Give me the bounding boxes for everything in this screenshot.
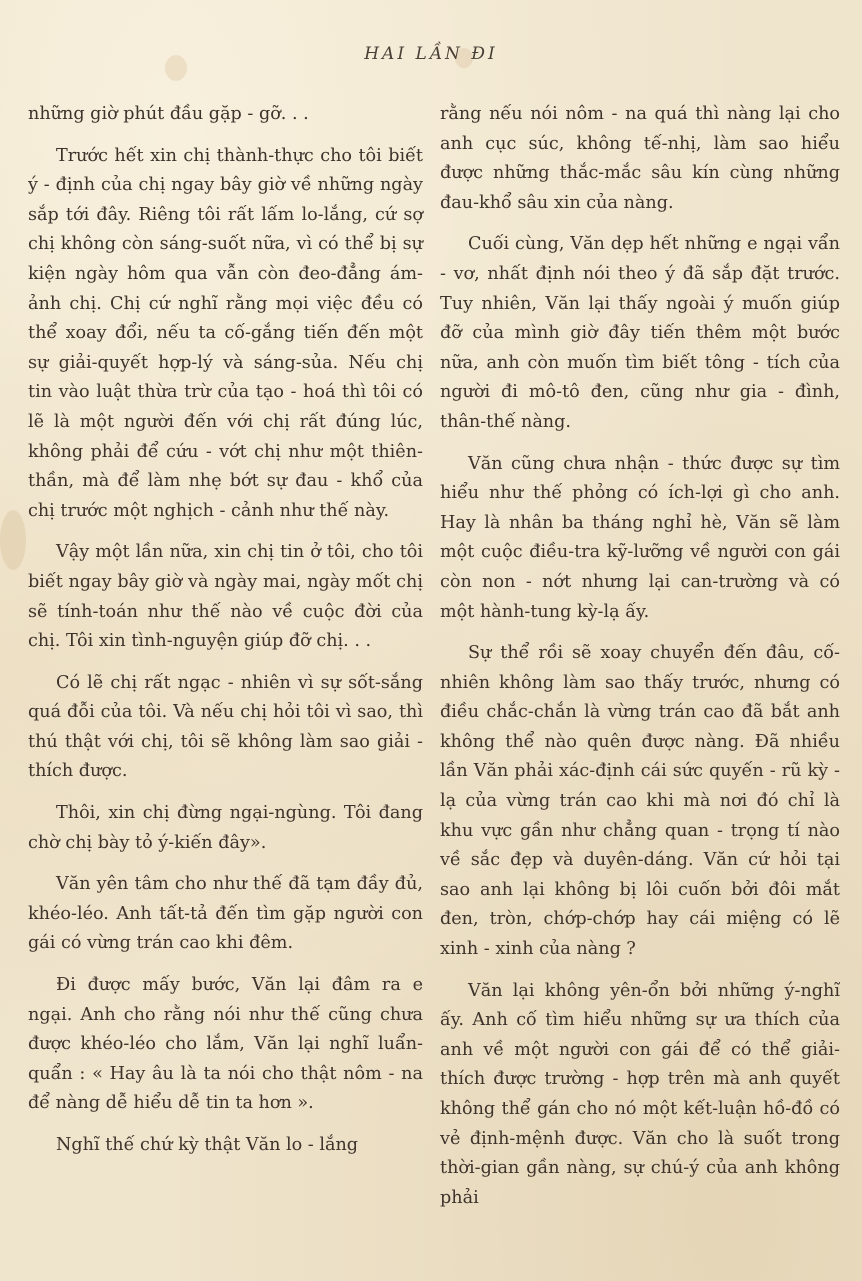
left-text-column xyxy=(28,100,423,1173)
paragraph: những giờ phút đầu gặp - gỡ. . . xyxy=(28,104,309,124)
paragraph: Đi được mấy bước, Văn lại đâm ra e ngại. Anh cho rằng nói như thế cũng chưa được khéo-léo cho lắm, Văn lại nghĩ luẩn-quẩn : « Hay âu là ta nói cho thật nôm - na để nàng dễ hiểu dễ tin ta hơn ». xyxy=(28,975,423,1114)
paragraph: Cuối cùng, Văn dẹp hết những e ngại vẩn - vơ, nhất định nói theo ý đã sắp đặt trước. Tuy nhiên, Văn lại thấy ngoài ý muốn giúp đỡ của mình giờ đây tiến thêm một bước nữa, anh còn muốn tìm biết tông - tích của người đi mô-tô đen, cũng như gia - đình, thân-thế nàng. xyxy=(440,234,840,432)
paragraph: Vậy một lần nữa, xin chị tin ở tôi, cho tôi biết ngay bây giờ và ngày mai, ngày mốt chị sẽ tính-toán như thế nào về cuộc đời của chị. Tôi xin tình-nguyện giúp đỡ chị. . . xyxy=(28,542,423,652)
paragraph: Văn lại không yên-ổn bởi những ý-nghĩ ấy. Anh cố tìm hiểu những sự ưa thích của anh về một người con gái để có thể giải-thích được trường - hợp trên mà anh quyết không thể gán cho nó một kết-luận hồ-đồ có vẻ định-mệnh được. Văn cho là suốt trong thời-gian gần nàng, sự chú-ý của anh không phải xyxy=(440,980,840,1208)
paragraph: Văn cũng chưa nhận - thức được sự tìm hiểu như thế phỏng có ích-lợi gì cho anh. Hay là nhân ba tháng nghỉ hè, Văn sẽ làm một cuộc điều-tra kỹ-lưỡng về người con gái còn non - nớt nhưng lại can-trường và có một hành-tung kỳ-lạ ấy. xyxy=(440,453,840,622)
running-title: HAI LẦN ĐI xyxy=(364,44,498,64)
paragraph: Thôi, xin chị đừng ngại-ngùng. Tôi đang chờ chị bày tỏ ý-kiến đây». xyxy=(28,803,423,853)
paper-stain xyxy=(0,510,26,570)
paragraph: Văn yên tâm cho như thế đã tạm đầy đủ, khéo-léo. Anh tất-tả đến tìm gặp người con gái có vừng trán cao khi đêm. xyxy=(28,874,423,954)
paragraph: Có lẽ chị rất ngạc - nhiên vì sự sốt-sắng quá đỗi của tôi. Và nếu chị hỏi tôi vì sao, thì thú thật với chị, tôi sẽ không làm sao giải - thích được. xyxy=(28,672,423,782)
right-text-column xyxy=(440,100,840,1225)
paragraph: rằng nếu nói nôm - na quá thì nàng lại cho anh cục súc, không tế-nhị, làm sao hiểu được những thắc-mắc sâu kín cùng những đau-khổ sâu xin của nàng. xyxy=(440,104,840,213)
paragraph: Nghĩ thế chứ kỳ thật Văn lo - lắng xyxy=(56,1135,359,1155)
paragraph: Trước hết xin chị thành-thực cho tôi biết ý - định của chị ngay bây giờ về những ngày sắp tới đây. Riêng tôi rất lấm lo-lắng, cứ sợ chị không còn sáng-suốt nữa, vì có thể bị sự kiện ngày hôm qua vẫn còn đeo-đẳng ám-ảnh chị. Chị cứ nghĩ rằng mọi việc đều có thể xoay đổi, nếu ta cố-gắng tiến đến một sự giải-quyết hợp-lý và sáng-sủa. Nếu chị tin vào luật thừa trừ của tạo - hoá thì tôi có lẽ là một người đến với chị rất đúng lúc, không phải để cứu - vớt chị như một thiên-thần, mà để làm nhẹ bớt sự đau - khổ của chị trước một nghịch - cảnh như thế này. xyxy=(28,145,423,521)
paragraph: Sự thể rồi sẽ xoay chuyển đến đâu, cố-nhiên không làm sao thấy trước, nhưng có điều chắc-chắn là vừng trán cao đã bắt anh không thể nào quên được nàng. Đã nhiều lần Văn phải xác-định cái sức quyến - rũ kỳ - lạ của vừng trán cao khi mà nơi đó chỉ là khu vực gần như chẳng quan - trọng tí nào về sắc đẹp và duyên-dáng. Văn cứ hỏi tại sao anh lại không bị lôi cuốn bởi đôi mắt đen, tròn, chớp-chớp hay cái miệng có lẽ xinh - xinh của nàng ? xyxy=(440,643,840,960)
